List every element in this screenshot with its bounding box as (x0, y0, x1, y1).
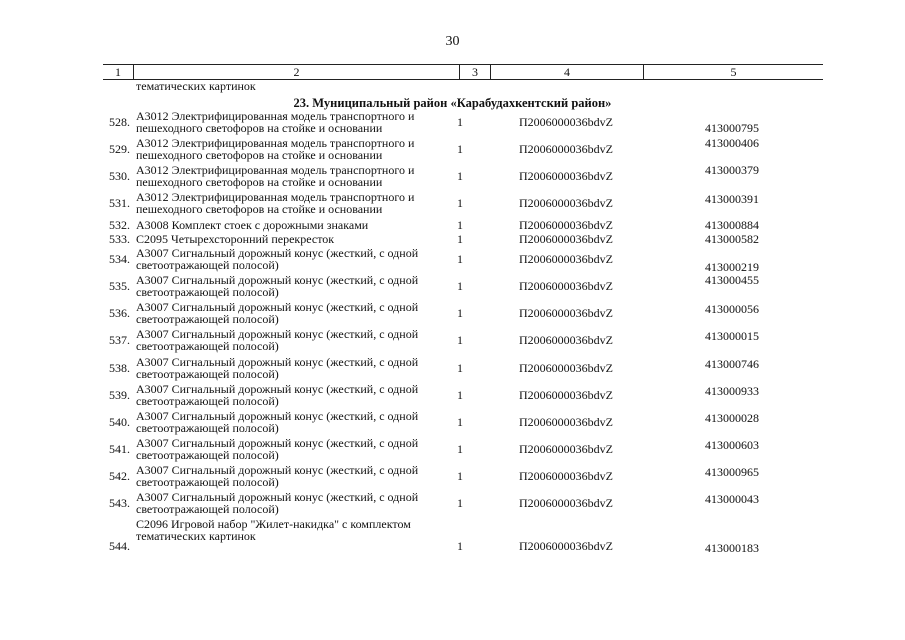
row-number: 538. (109, 361, 130, 375)
row-number: 532. (109, 218, 130, 232)
row-inventory-number: 413000379 (705, 163, 759, 177)
row-code: П2006000036bdvZ (519, 306, 613, 320)
row-quantity: 1 (457, 169, 463, 183)
row-number: 530. (109, 169, 130, 183)
row-inventory-number: 413000219 (705, 260, 759, 274)
row-name-line: А3012 Электрифицированная модель транспортного и (136, 136, 415, 150)
row-name (136, 110, 436, 134)
row-name-line: светоотражающей полосой) (136, 502, 279, 516)
row-code: П2006000036bdvZ (519, 361, 613, 375)
row-name-line: А3007 Сигнальный дорожный конус (жесткий, с одной (136, 490, 419, 504)
row-name (136, 274, 436, 298)
row-quantity: 1 (457, 415, 463, 429)
row-quantity: 1 (457, 496, 463, 510)
header-col-1: 1 (115, 65, 121, 79)
row-code: П2006000036bdvZ (519, 218, 613, 232)
table-row (0, 464, 905, 488)
row-name-line: А3007 Сигнальный дорожный конус (жесткий, с одной (136, 246, 419, 260)
row-number: 535. (109, 279, 130, 293)
row-quantity: 1 (457, 539, 463, 553)
row-number: 533. (109, 232, 130, 246)
row-name-line: светоотражающей полосой) (136, 258, 279, 272)
row-name-line: А3007 Сигнальный дорожный конус (жесткий, с одной (136, 300, 419, 314)
header-col-3: 3 (472, 65, 478, 79)
table-row (0, 233, 905, 245)
row-inventory-number: 413000582 (705, 232, 759, 246)
row-number: 539. (109, 388, 130, 402)
table-row (0, 410, 905, 434)
row-name (136, 410, 436, 434)
table-row (0, 301, 905, 325)
row-number: 540. (109, 415, 130, 429)
row-inventory-number: 413000603 (705, 438, 759, 452)
row-number: 544. (109, 539, 130, 553)
row-name-line: А3007 Сигнальный дорожный конус (жесткий, с одной (136, 382, 419, 396)
row-name-line: А3007 Сигнальный дорожный конус (жесткий, с одной (136, 355, 419, 369)
row-inventory-number: 413000965 (705, 465, 759, 479)
row-number: 537. (109, 333, 130, 347)
row-name-line: светоотражающей полосой) (136, 448, 279, 462)
row-name (136, 247, 436, 271)
row-quantity: 1 (457, 142, 463, 156)
table-row (0, 518, 905, 554)
row-name (136, 328, 436, 352)
row-code: П2006000036bdvZ (519, 196, 613, 210)
table-row (0, 383, 905, 407)
row-name-line: А3007 Сигнальный дорожный конус (жесткий, с одной (136, 463, 419, 477)
table-row (0, 110, 905, 134)
row-code: П2006000036bdvZ (519, 333, 613, 347)
row-code: П2006000036bdvZ (519, 442, 613, 456)
table-row (0, 137, 905, 161)
row-name-line: светоотражающей полосой) (136, 421, 279, 435)
row-inventory-number: 413000933 (705, 384, 759, 398)
row-name-line: тематических картинок (136, 529, 256, 543)
table-row (0, 164, 905, 188)
row-name (136, 356, 436, 380)
row-inventory-number: 413000028 (705, 411, 759, 425)
header-col-5: 5 (730, 65, 737, 79)
row-name-line: пешеходного светофоров на стойке и основании (136, 121, 383, 135)
row-inventory-number: 413000043 (705, 492, 759, 506)
row-quantity: 1 (457, 196, 463, 210)
continuation-text: тематических картинок (136, 79, 256, 93)
row-name-line: светоотражающей полосой) (136, 285, 279, 299)
row-name (136, 191, 436, 215)
row-code: П2006000036bdvZ (519, 169, 613, 183)
row-code: П2006000036bdvZ (519, 388, 613, 402)
row-name-line: пешеходного светофоров на стойке и основании (136, 202, 383, 216)
row-name-line: светоотражающей полосой) (136, 475, 279, 489)
row-quantity: 1 (457, 388, 463, 402)
header-col-4: 4 (564, 65, 570, 79)
row-quantity: 1 (457, 361, 463, 375)
row-quantity: 1 (457, 333, 463, 347)
row-number: 534. (109, 252, 130, 266)
row-number: 529. (109, 142, 130, 156)
row-code: П2006000036bdvZ (519, 115, 613, 129)
row-name (136, 219, 436, 231)
table-header (103, 64, 823, 80)
row-code: П2006000036bdvZ (519, 496, 613, 510)
row-code: П2006000036bdvZ (519, 279, 613, 293)
table-row (0, 219, 905, 231)
row-quantity: 1 (457, 115, 463, 129)
row-name (136, 233, 436, 245)
row-name-line: А3008 Комплект стоек с дорожными знаками (136, 218, 369, 232)
row-number: 541. (109, 442, 130, 456)
row-quantity: 1 (457, 232, 463, 246)
row-number: 542. (109, 469, 130, 483)
table-row (0, 274, 905, 298)
row-quantity: 1 (457, 442, 463, 456)
row-quantity: 1 (457, 218, 463, 232)
row-name (136, 464, 436, 488)
row-code: П2006000036bdvZ (519, 415, 613, 429)
row-quantity: 1 (457, 279, 463, 293)
row-number: 536. (109, 306, 130, 320)
table-row (0, 328, 905, 352)
row-name-line: А3012 Электрифицированная модель транспортного и (136, 190, 415, 204)
row-name (136, 491, 436, 515)
row-name-line: А3012 Электрифицированная модель транспортного и (136, 163, 415, 177)
row-code: П2006000036bdvZ (519, 252, 613, 266)
row-name (136, 137, 436, 161)
row-name-line: светоотражающей полосой) (136, 312, 279, 326)
table-row (0, 491, 905, 515)
row-name-line: светоотражающей полосой) (136, 367, 279, 381)
row-number: 543. (109, 496, 130, 510)
row-name (136, 383, 436, 407)
row-name-line: А3007 Сигнальный дорожный конус (жесткий, с одной (136, 436, 419, 450)
table-row (0, 191, 905, 215)
row-inventory-number: 413000795 (705, 121, 759, 135)
row-inventory-number: 413000746 (705, 357, 759, 371)
row-code: П2006000036bdvZ (519, 232, 613, 246)
row-name-line: С2095 Четырехсторонний перекресток (136, 232, 335, 246)
row-name-line: пешеходного светофоров на стойке и основании (136, 148, 383, 162)
row-code: П2006000036bdvZ (519, 539, 613, 553)
table-row (0, 437, 905, 461)
page-number: 30 (445, 34, 460, 49)
row-name (136, 518, 436, 542)
row-quantity: 1 (457, 306, 463, 320)
row-name-line: А3007 Сигнальный дорожный конус (жесткий, с одной (136, 409, 419, 423)
row-name-line: А3007 Сигнальный дорожный конус (жесткий, с одной (136, 327, 419, 341)
table-row (0, 356, 905, 380)
row-inventory-number: 413000015 (705, 329, 759, 343)
row-code: П2006000036bdvZ (519, 142, 613, 156)
row-name-line: светоотражающей полосой) (136, 394, 279, 408)
row-number: 528. (109, 115, 130, 129)
row-name-line: светоотражающей полосой) (136, 339, 279, 353)
table-row (0, 246, 905, 274)
row-quantity: 1 (457, 469, 463, 483)
row-code: П2006000036bdvZ (519, 469, 613, 483)
row-inventory-number: 413000884 (705, 218, 759, 232)
row-name (136, 164, 436, 188)
row-inventory-number: 413000391 (705, 192, 759, 206)
row-inventory-number: 413000455 (705, 273, 759, 287)
row-name-line: А3007 Сигнальный дорожный конус (жесткий, с одной (136, 273, 419, 287)
row-quantity: 1 (457, 252, 463, 266)
row-name-line: С2096 Игровой набор "Жилет-накидка" с комплектом (136, 517, 411, 531)
row-name (136, 437, 436, 461)
row-inventory-number: 413000406 (705, 136, 759, 150)
section-title: 23. Муниципальный район «Карабудахкентский район» (293, 96, 612, 110)
row-inventory-number: 413000183 (705, 541, 759, 555)
row-inventory-number: 413000056 (705, 302, 759, 316)
row-number: 531. (109, 196, 130, 210)
row-name-line: А3012 Электрифицированная модель транспортного и (136, 109, 415, 123)
row-name (136, 301, 436, 325)
row-name-line: пешеходного светофоров на стойке и основании (136, 175, 383, 189)
header-col-2: 2 (293, 65, 300, 79)
